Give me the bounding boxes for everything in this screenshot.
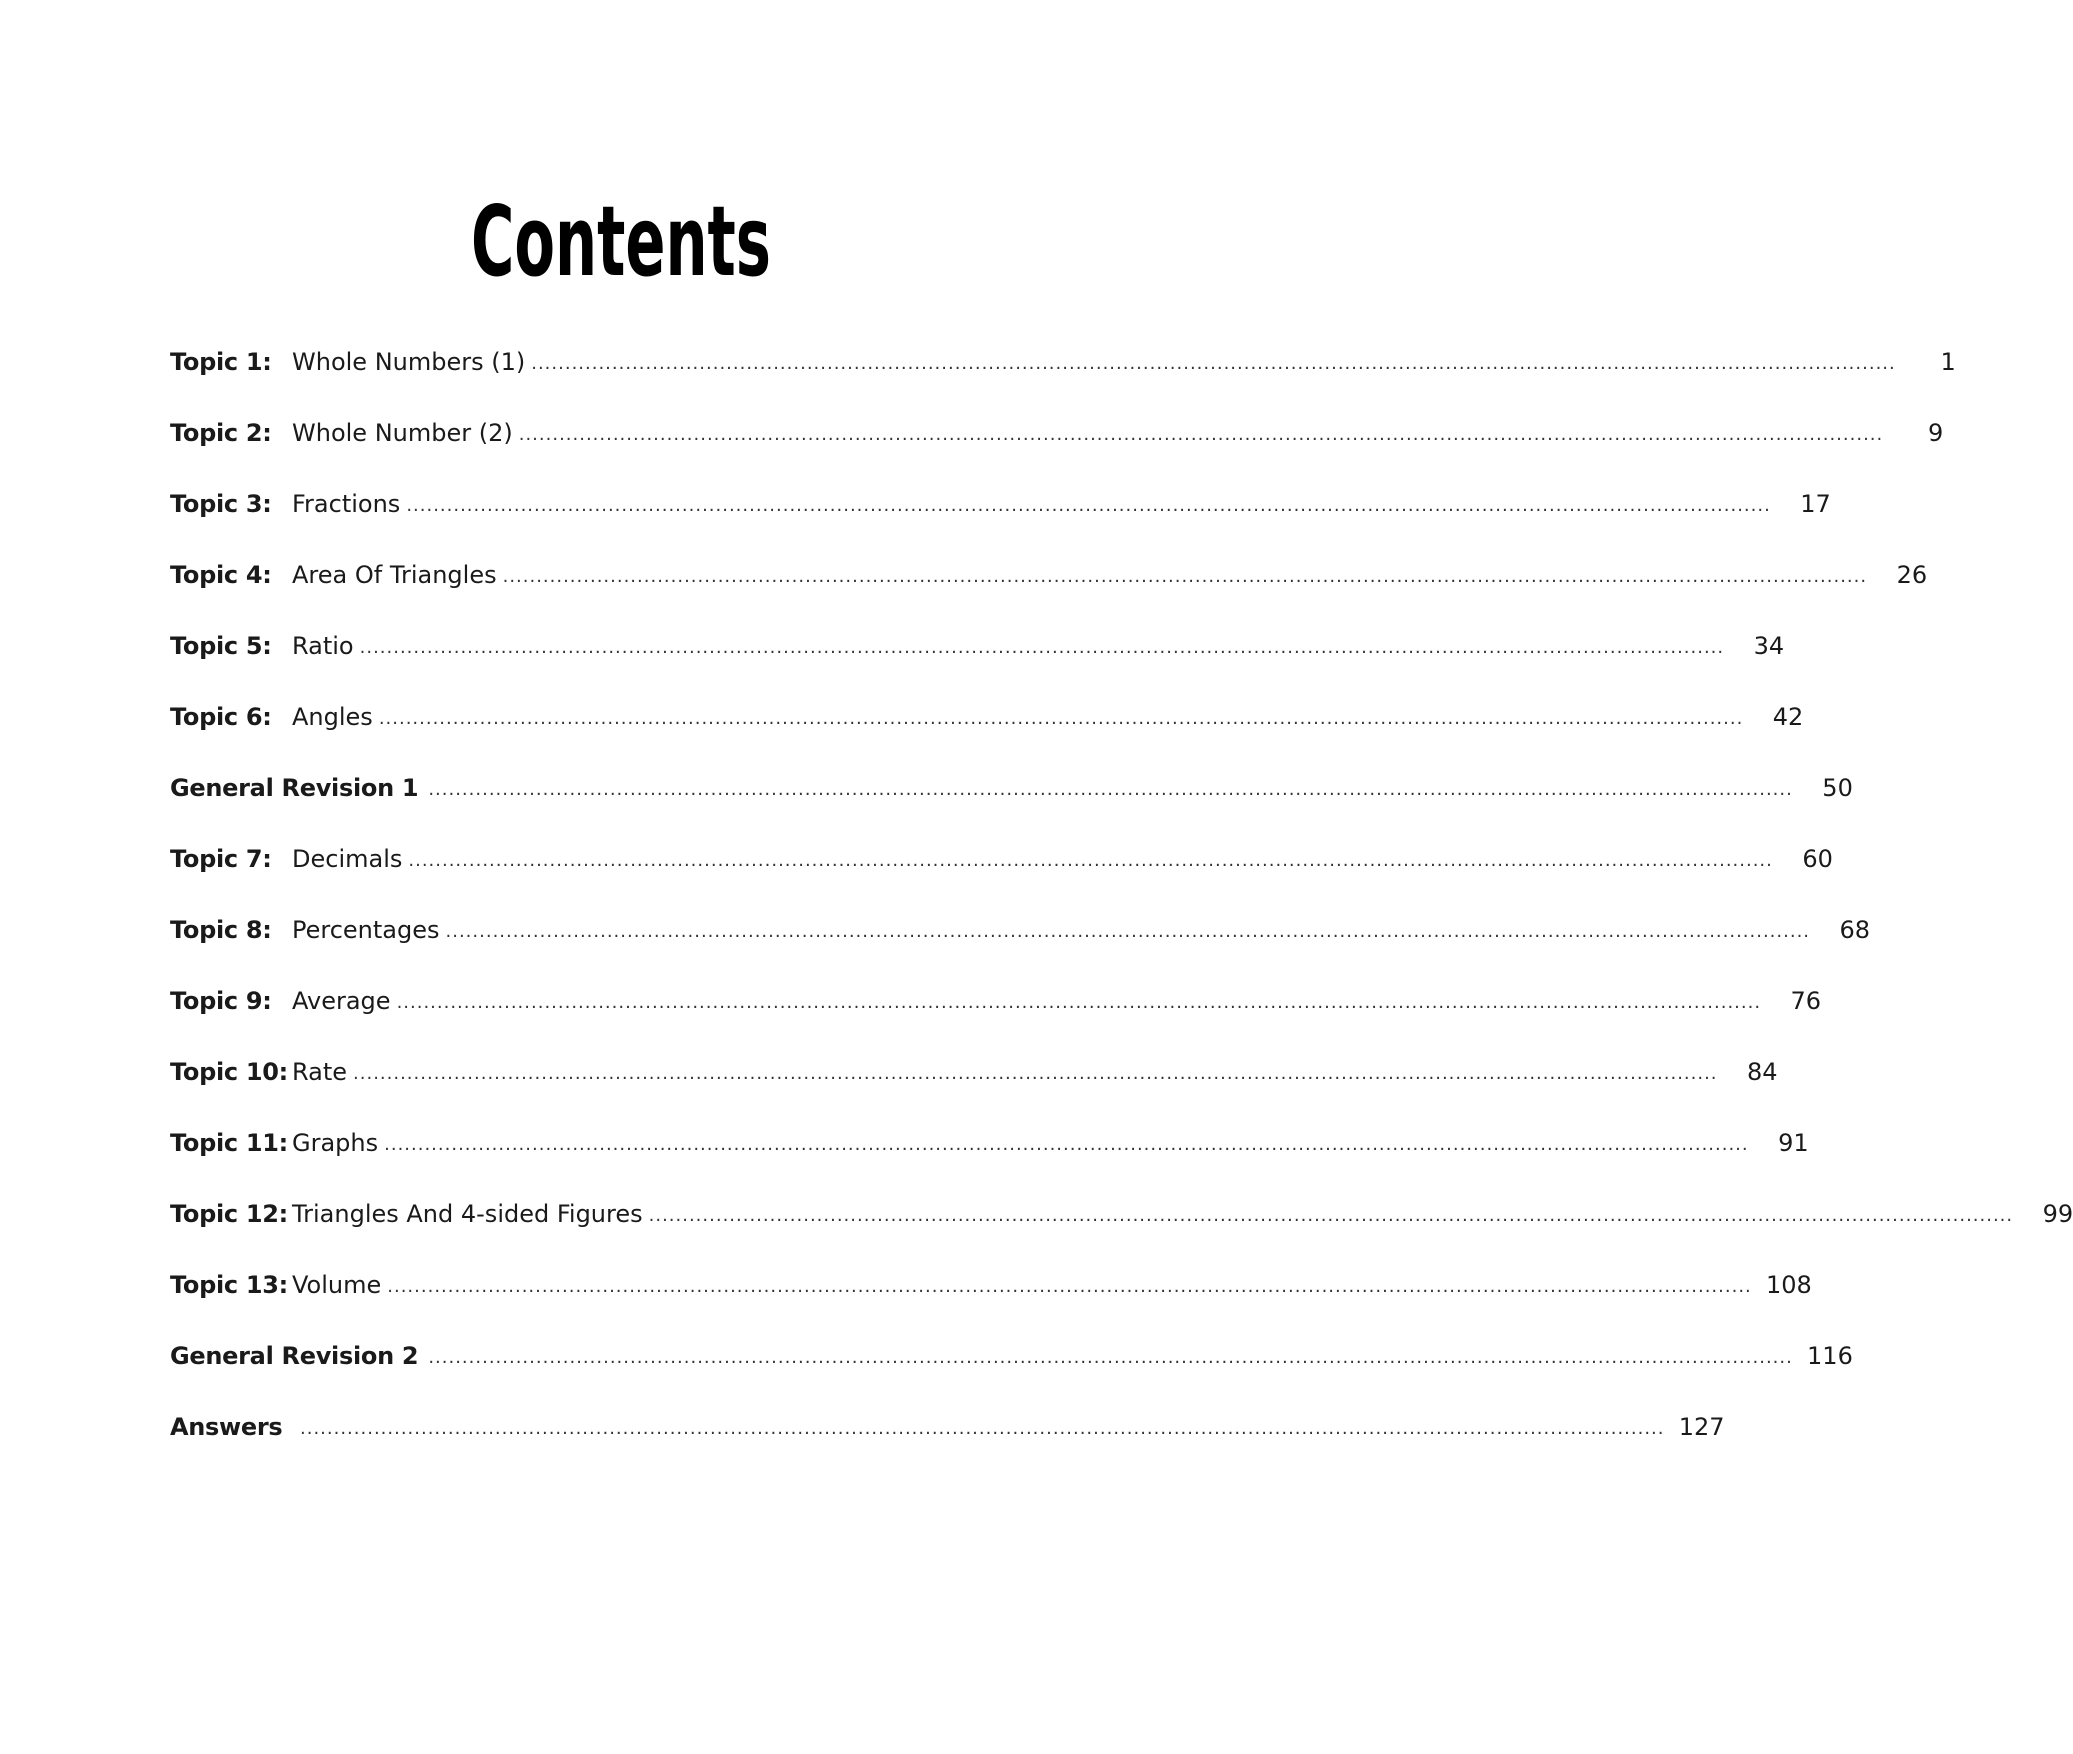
toc-entry-title: Graphs bbox=[292, 1129, 379, 1157]
toc-entry[interactable] bbox=[170, 700, 1804, 771]
toc-entry[interactable] bbox=[170, 984, 1822, 1055]
toc-entry-page: 42 bbox=[1772, 703, 1804, 731]
toc-entry-label: Topic 10: bbox=[170, 1058, 288, 1086]
toc-entry-label: Topic 12: bbox=[170, 1200, 288, 1228]
toc-entry-label: Topic 11: bbox=[170, 1129, 288, 1157]
toc-entry[interactable] bbox=[170, 345, 1956, 416]
toc-entry-label: General Revision 2 bbox=[170, 1342, 419, 1370]
table-of-contents bbox=[170, 345, 2073, 1481]
toc-entry-title: Volume bbox=[292, 1271, 382, 1299]
toc-entry[interactable] bbox=[170, 558, 1928, 629]
dot-leader bbox=[531, 347, 1896, 381]
toc-entry-title: Fractions bbox=[292, 490, 401, 518]
dot-leader bbox=[384, 1128, 1749, 1162]
toc-entry[interactable] bbox=[170, 629, 1785, 700]
toc-entry[interactable] bbox=[170, 1126, 1809, 1197]
toc-entry-title: Area Of Triangles bbox=[292, 561, 497, 589]
toc-entry-general-revision[interactable] bbox=[170, 771, 1853, 842]
contents-heading bbox=[0, 184, 1241, 305]
toc-entry-label: Topic 3: bbox=[170, 490, 272, 518]
toc-entry-label: General Revision 1 bbox=[170, 774, 419, 802]
dot-leader bbox=[503, 560, 1868, 594]
toc-entry-general-revision[interactable] bbox=[170, 1339, 1853, 1410]
dot-leader bbox=[428, 1341, 1793, 1375]
toc-entry-label: Topic 9: bbox=[170, 987, 272, 1015]
dot-leader bbox=[360, 631, 1725, 665]
toc-entry-page: 99 bbox=[2042, 1200, 2073, 1228]
toc-entry-label: Topic 1: bbox=[170, 348, 272, 376]
toc-entry-page: 50 bbox=[1822, 774, 1853, 802]
dot-leader bbox=[408, 844, 1773, 878]
toc-entry-title: Angles bbox=[292, 703, 373, 731]
toc-entry-page: 60 bbox=[1802, 845, 1833, 873]
toc-entry-title: Ratio bbox=[292, 632, 354, 660]
contents-title-graphic bbox=[466, 184, 776, 305]
toc-entry-label: Topic 4: bbox=[170, 561, 272, 589]
toc-entry-page: 26 bbox=[1896, 561, 1928, 589]
toc-entry-page: 108 bbox=[1765, 1271, 1812, 1299]
dot-leader bbox=[353, 1057, 1718, 1091]
toc-entry-title: Decimals bbox=[292, 845, 403, 873]
toc-entry-label: Topic 2: bbox=[170, 419, 272, 447]
toc-entry-title: Rate bbox=[292, 1058, 348, 1086]
toc-entry[interactable] bbox=[170, 1268, 1812, 1339]
toc-entry-page: 9 bbox=[1927, 419, 1944, 447]
toc-entry-page: 84 bbox=[1747, 1058, 1778, 1086]
dot-leader bbox=[397, 986, 1762, 1020]
dot-leader bbox=[387, 1270, 1752, 1304]
toc-entry-page: 17 bbox=[1800, 490, 1831, 518]
toc-entry-page: 68 bbox=[1839, 916, 1871, 944]
toc-entry[interactable] bbox=[170, 913, 1871, 984]
page-title: Contents bbox=[470, 184, 771, 299]
dot-leader bbox=[519, 418, 1884, 452]
toc-entry[interactable] bbox=[170, 1055, 1778, 1126]
dot-leader bbox=[649, 1199, 2014, 1233]
toc-entry[interactable] bbox=[170, 1197, 2073, 1268]
toc-entry-title: Triangles And 4-sided Figures bbox=[292, 1200, 643, 1228]
toc-entry-answers[interactable] bbox=[170, 1410, 1725, 1481]
toc-entry-title: Average bbox=[292, 987, 391, 1015]
toc-entry-page: 127 bbox=[1678, 1413, 1725, 1441]
toc-entry-page: 34 bbox=[1753, 632, 1785, 660]
toc-entry-label: Topic 6: bbox=[170, 703, 272, 731]
toc-entry-page: 76 bbox=[1790, 987, 1822, 1015]
toc-entry-label: Topic 8: bbox=[170, 916, 272, 944]
dot-leader bbox=[446, 915, 1811, 949]
toc-entry[interactable] bbox=[170, 416, 1944, 487]
toc-entry-title: Whole Numbers (1) bbox=[292, 348, 526, 376]
toc-entry-page: 116 bbox=[1807, 1342, 1853, 1370]
toc-entry[interactable] bbox=[170, 487, 1831, 558]
toc-entry[interactable] bbox=[170, 842, 1833, 913]
toc-entry-title: Percentages bbox=[292, 916, 440, 944]
toc-entry-page: 91 bbox=[1778, 1129, 1809, 1157]
dot-leader bbox=[406, 489, 1771, 523]
dot-leader bbox=[379, 702, 1744, 736]
toc-entry-title: Whole Number (2) bbox=[292, 419, 513, 447]
toc-entry-label: Topic 7: bbox=[170, 845, 272, 873]
toc-entry-page: 1 bbox=[1940, 348, 1956, 376]
dot-leader bbox=[428, 773, 1793, 807]
toc-entry-label: Topic 13: bbox=[170, 1271, 288, 1299]
toc-entry-label: Topic 5: bbox=[170, 632, 272, 660]
toc-entry-label: Answers bbox=[170, 1413, 283, 1441]
dot-leader bbox=[300, 1412, 1665, 1446]
